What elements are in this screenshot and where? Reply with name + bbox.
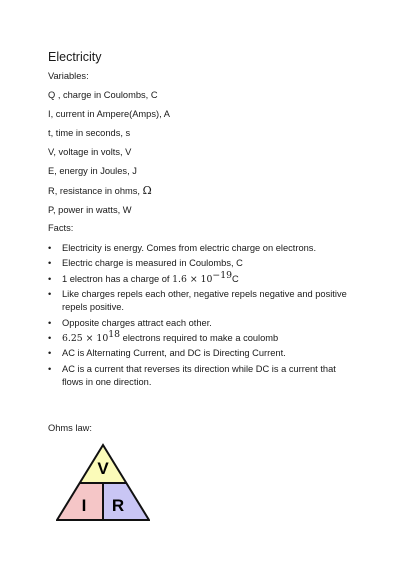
variable-resistance-text: R, resistance in ohms, bbox=[48, 186, 143, 196]
variable-energy: E, energy in Joules, J bbox=[48, 166, 137, 176]
coulomb-electrons-value: 6.25 × 10 bbox=[62, 332, 109, 344]
variables-heading: Variables: bbox=[48, 71, 89, 81]
fact-item: • Electricity is energy. Comes from electric charge on electrons. bbox=[48, 242, 358, 255]
voltage-letter: V bbox=[97, 459, 109, 478]
variable-voltage: V, voltage in volts, V bbox=[48, 147, 132, 157]
variable-time: t, time in seconds, s bbox=[48, 128, 131, 138]
page-title: Electricity bbox=[48, 50, 102, 64]
variable-resistance bbox=[48, 184, 152, 197]
coulomb-electrons-exponent: 18 bbox=[108, 328, 121, 340]
ohms-law-triangle-graphic bbox=[56, 443, 150, 522]
variable-current: I, current in Ampere(Amps), A bbox=[48, 109, 170, 119]
fact-item: • Electric charge is measured in Coulombs, C bbox=[48, 257, 358, 270]
fact-item: • Like charges repels each other, negative repels negative and positive repels positive. bbox=[48, 288, 358, 314]
facts-heading: Facts: bbox=[48, 223, 74, 233]
fact-item bbox=[48, 269, 358, 286]
electron-charge-value: 1.6 × 10 bbox=[172, 273, 213, 285]
ohms-law-heading: Ohms law: bbox=[48, 423, 92, 433]
fact-item: • AC is a current that reverses its direction while DC is a current that flows in one direction. bbox=[48, 363, 358, 389]
fact-item: • AC is Alternating Current, and DC is Directing Current. bbox=[48, 347, 358, 360]
variable-power: P, power in watts, W bbox=[48, 205, 132, 215]
fact-text: 1 electron has a charge of bbox=[62, 273, 173, 284]
variable-charge: Q , charge in Coulombs, C bbox=[48, 90, 158, 100]
fact-text: electrons required to make a coulomb bbox=[120, 332, 279, 343]
current-letter: I bbox=[81, 496, 87, 515]
resistance-region bbox=[103, 483, 149, 520]
fact-item: • Opposite charges attract each other. bbox=[48, 317, 358, 330]
facts-list bbox=[48, 242, 358, 391]
current-region bbox=[57, 483, 103, 520]
fact-item bbox=[48, 328, 358, 345]
resistance-letter: R bbox=[111, 496, 125, 515]
omega-symbol: Ω bbox=[142, 184, 152, 197]
fact-unit: C bbox=[232, 273, 239, 284]
ohms-law-triangle bbox=[56, 443, 150, 522]
electron-charge-exponent: −19 bbox=[212, 269, 233, 281]
